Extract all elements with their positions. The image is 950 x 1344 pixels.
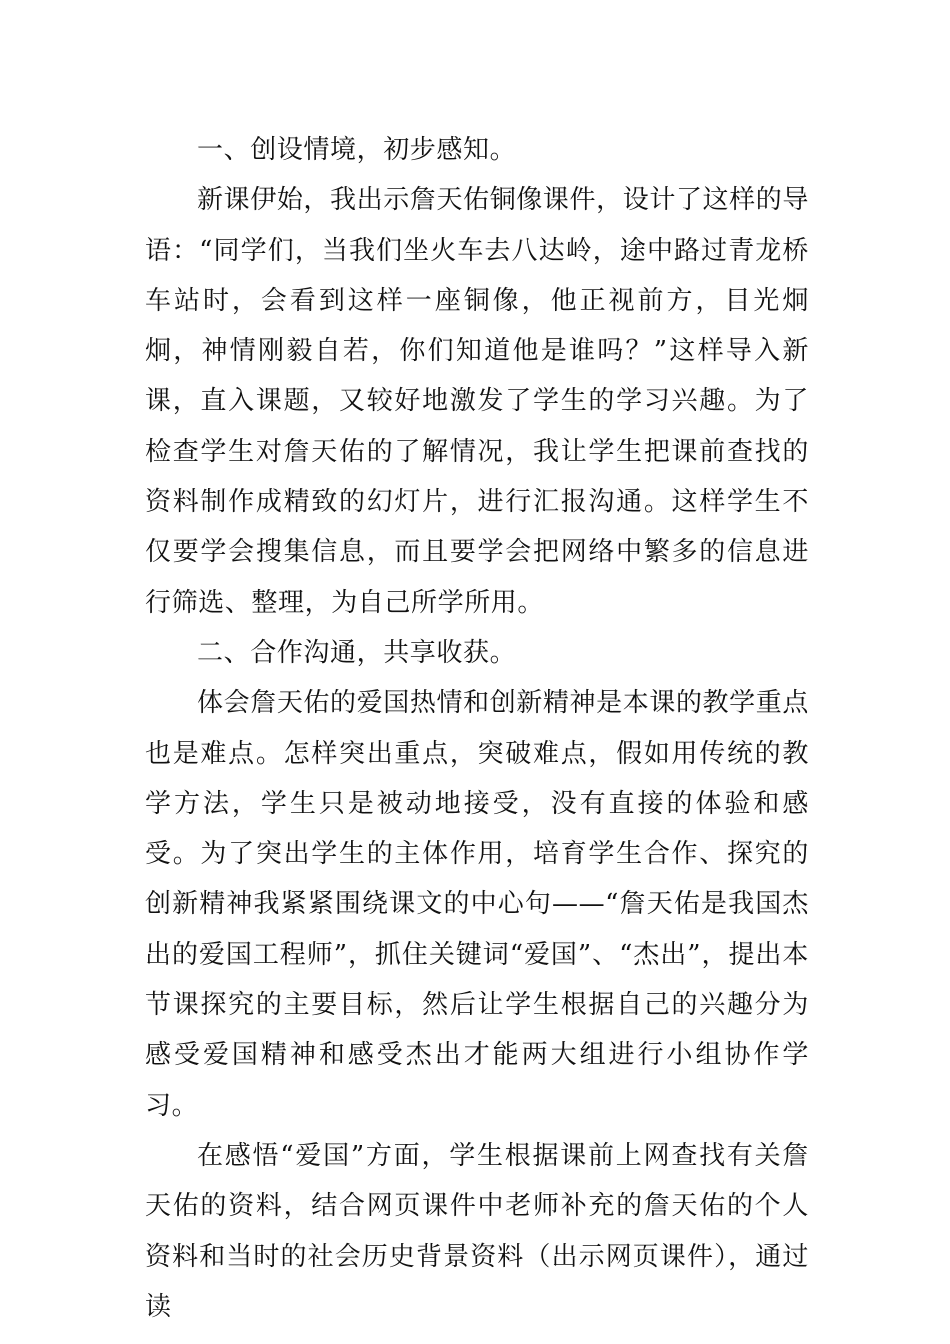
document-body [145,125,809,1332]
paragraph-cooperation: 体会詹天佑的爱国热情和创新精神是本课的教学重点也是难点。怎样突出重点，突破难点，假如用传统的教学方法，学生只是被动地接受，没有直接的体验和感受。为了突出学生的主体作用，培育学生合作、探究的创新精神我紧紧围绕课文的中心句——“詹天佑是我国杰出的爱国工程师”，抓住关键词“爱国”、“杰出”，提出本节课探究的主要目标，然后让学生根据自己的兴趣分为感受爱国精神和感受杰出才能两大组进行小组协作学习。 [145,688,809,1121]
section-heading-1: 一、创设情境，初步感知。 [197,135,517,165]
section-heading-2: 二、合作沟通，共享收获。 [197,637,517,668]
paragraph-intro: 新课伊始，我出示詹天佑铜像课件，设计了这样的导语：“同学们，当我们坐火车去八达岭，途中路过青龙桥车站时，会看到这样一座铜像，他正视前方，目光炯炯，神情刚毅自若，你们知道他是谁吗？”这样导入新课，直入课题，又较好地激发了学生的学习兴趣。为了检查学生对詹天佑的了解情况，我让学生把课前查找的资料制作成精致的幻灯片，进行汇报沟通。这样学生不仅要学会搜集信息，而且要学会把网络中繁多的信息进行筛选、整理，为自己所学所用。 [145,185,809,618]
paragraph-patriotism: 在感悟“爱国”方面，学生根据课前上网查找有关詹天佑的资料，结合网页课件中老师补充的詹天佑的个人资料和当时的社会历史背景资料（出示网页课件），通过读 [145,1140,809,1322]
